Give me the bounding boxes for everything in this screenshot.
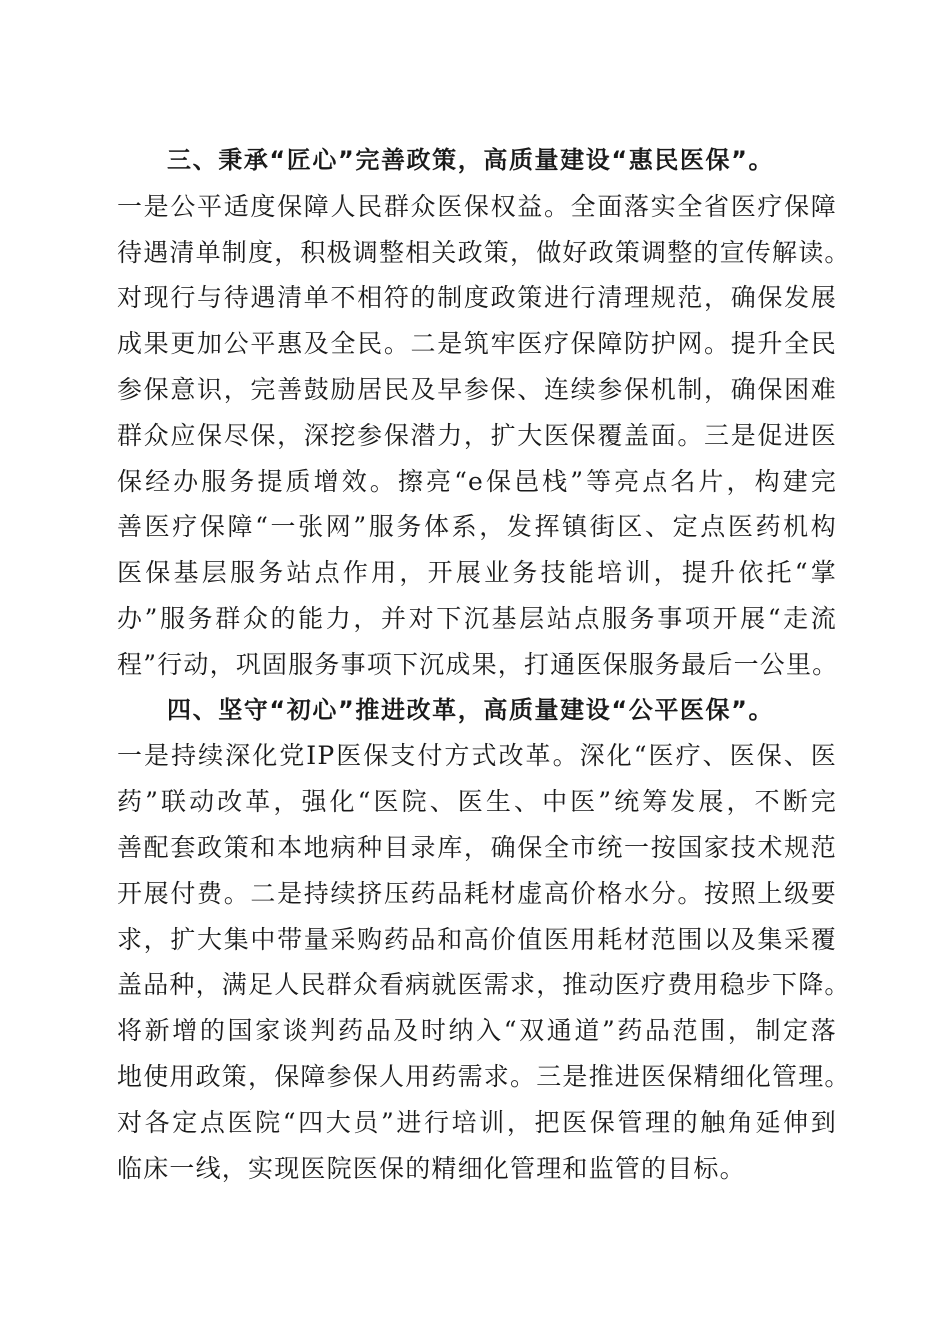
paragraph-line: 保经办服务提质增效。擦亮“e保邑栈”等亮点名片，构建完 [117,466,837,496]
paragraph-line: 待遇清单制度，积极调整相关政策，做好政策调整的宣传解读。 [117,237,851,267]
section-heading-3: 三、秉承“匠心”完善政策，高质量建设“惠民医保”。 [167,146,775,174]
paragraph-line: 开展付费。二是持续挤压药品耗材虚高价格水分。按照上级要 [117,878,837,908]
paragraph-line: 临床一线，实现医院医保的精细化管理和监管的目标。 [117,1153,746,1183]
paragraph-line: 盖品种，满足人民群众看病就医需求，推动医疗费用稳步下降。 [117,970,851,1000]
paragraph-line: 将新增的国家谈判药品及时纳入“双通道”药品范围，制定落 [117,1016,837,1046]
paragraph-line: 对现行与待遇清单不相符的制度政策进行清理规范，确保发展 [117,283,837,313]
paragraph-line: 办”服务群众的能力，并对下沉基层站点服务事项开展“走流 [117,603,837,633]
paragraph-line: 善医疗保障“一张网”服务体系，发挥镇街区、定点医药机构 [117,512,837,542]
paragraph-line: 群众应保尽保，深挖参保潜力，扩大医保覆盖面。三是促进医 [117,420,837,450]
document-body [117,138,851,1191]
paragraph-line: 医保基层服务站点作用，开展业务技能培训，提升依托“掌 [117,558,837,588]
paragraph-line: 程”行动，巩固服务事项下沉成果，打通医保服务最后一公里。 [117,649,839,679]
section-heading-4: 四、坚守“初心”推进改革，高质量建设“公平医保”。 [167,695,775,724]
paragraph-line: 地使用政策，保障参保人用药需求。三是推进医保精细化管理。 [117,1061,851,1091]
paragraph-line: 药”联动改革，强化“医院、医生、中医”统筹发展，不断完 [117,787,837,817]
paragraph-line: 求，扩大集中带量采购药品和高价值医用耗材范围以及集采覆 [117,924,837,954]
paragraph-line: 对各定点医院“四大员”进行培训，把医保管理的触角延伸到 [117,1107,837,1137]
paragraph-line: 参保意识，完善鼓励居民及早参保、连续参保机制，确保困难 [117,374,837,404]
paragraph-line: 善配套政策和本地病种目录库，确保全市统一按国家技术规范 [117,832,837,862]
paragraph-line: 成果更加公平惠及全民。二是筑牢医疗保障防护网。提升全民 [117,329,837,359]
paragraph-line: 一是持续深化党IP医保支付方式改革。深化“医疗、医保、医 [117,741,837,771]
paragraph-line: 一是公平适度保障人民群众医保权益。全面落实全省医疗保障 [117,191,837,221]
